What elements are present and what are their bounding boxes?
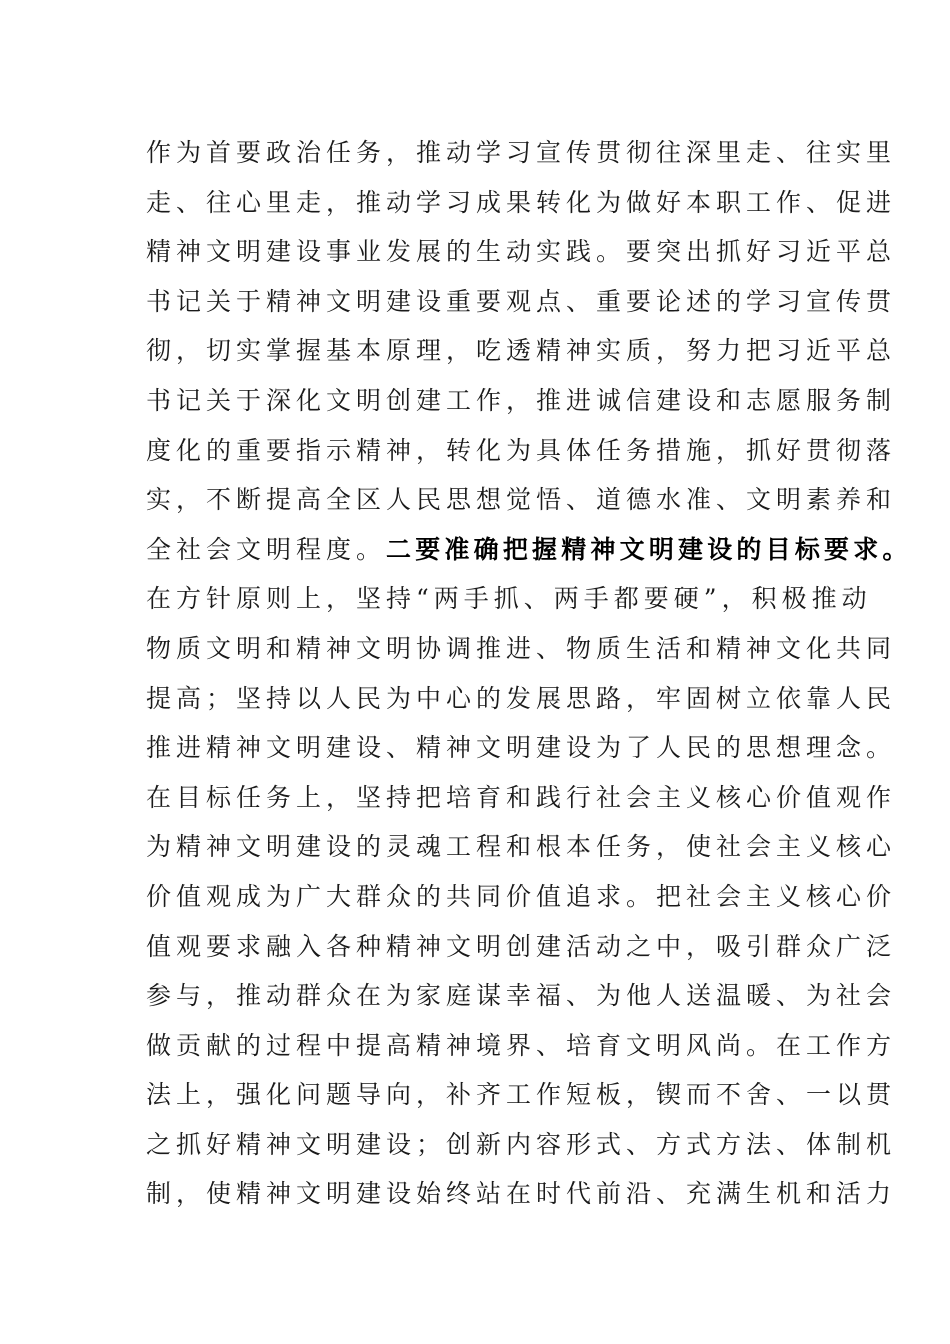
text-line: 在方针原则上，坚持“两手抓、两手都要硬”，积极推动 (146, 584, 872, 614)
text-line: 法上，强化问题导向，补齐工作短板，锲而不舍、一以贯 (146, 1080, 897, 1110)
text-line-with-heading (146, 525, 912, 575)
text-line: 参与，推动群众在为家庭谋幸福、为他人送温暖、为社会 (146, 981, 897, 1011)
text-line: 之抓好精神文明建设；创新内容形式、方式方法、体制机 (146, 1129, 897, 1159)
text-line: 在目标任务上，坚持把培育和践行社会主义核心价值观作 (146, 782, 897, 812)
text-line: 制，使精神文明建设始终站在时代前沿、充满生机和活力 (146, 1179, 897, 1209)
body-text (146, 128, 912, 1219)
text-line: 价值观成为广大群众的共同价值追求。把社会主义核心价 (146, 881, 897, 911)
text-line: 彻，切实掌握基本原理，吃透精神实质，努力把习近平总 (146, 336, 897, 366)
text-line: 为精神文明建设的灵魂工程和根本任务，使社会主义核心 (146, 832, 897, 862)
text-line: 提高；坚持以人民为中心的发展思路，牢固树立依靠人民 (146, 683, 897, 713)
text-line: 做贡献的过程中提高精神境界、培育文明风尚。在工作方 (146, 1030, 897, 1060)
text-line: 书记关于精神文明建设重要观点、重要论述的学习宣传贯 (146, 286, 897, 316)
text-line: 值观要求融入各种精神文明创建活动之中，吸引群众广泛 (146, 931, 897, 961)
text-line: 书记关于深化文明创建工作，推进诚信建设和志愿服务制 (146, 385, 897, 415)
text-line: 走、往心里走，推动学习成果转化为做好本职工作、促进 (146, 187, 897, 217)
text-segment: 全社会文明程度。 (146, 534, 387, 564)
text-line: 精神文明建设事业发展的生动实践。要突出抓好习近平总 (146, 237, 897, 267)
text-line: 度化的重要指示精神，转化为具体任务措施，抓好贯彻落 (146, 435, 897, 465)
text-line: 作为首要政治任务，推动学习宣传贯彻往深里走、往实里 (146, 138, 897, 167)
section-heading: 二要准确把握精神文明建设的目标要求。 (386, 534, 912, 564)
text-line: 物质文明和精神文明协调推进、物质生活和精神文化共同 (146, 633, 897, 663)
text-line: 实，不断提高全区人民思想觉悟、道德水准、文明素养和 (146, 485, 897, 515)
text-line: 推进精神文明建设、精神文明建设为了人民的思想理念。 (146, 733, 897, 763)
